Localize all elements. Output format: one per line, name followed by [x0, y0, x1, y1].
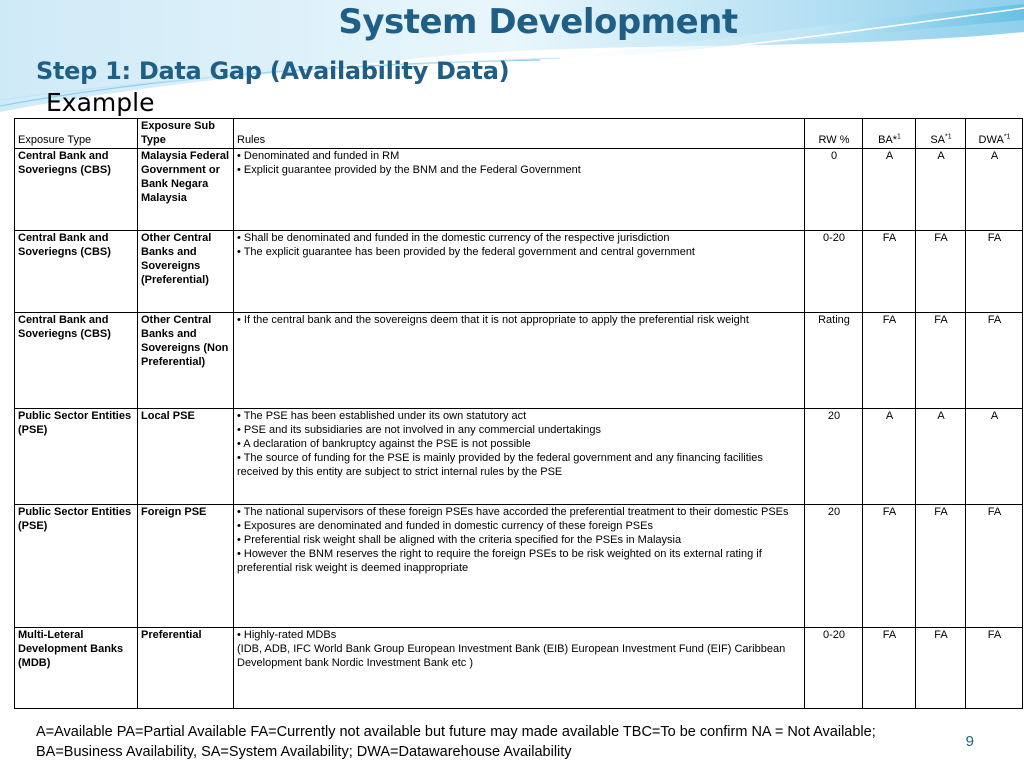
table-row	[15, 149, 1023, 231]
rule-line: • If the central bank and the sovereigns deem that it is not appropriate to apply the preferential risk weight	[237, 314, 749, 326]
cell-exposure-type: Multi-Leteral Development Banks (MDB)	[15, 628, 138, 709]
header-dwa-footnote: *1	[1003, 133, 1011, 141]
cell-exposure-type: Public Sector Entities (PSE)	[15, 409, 138, 505]
header-rw: RW %	[805, 119, 863, 149]
rule-line: • The national supervisors of these foreign PSEs have accorded the preferential treatment to their domestic PSEs	[237, 506, 789, 518]
rule-line: • PSE and its subsidiaries are not involved in any commercial undertakings	[237, 424, 601, 436]
rule-line: • Denominated and funded in RM	[237, 150, 400, 162]
table-row	[15, 409, 1023, 505]
cell-rw: 0	[805, 149, 863, 231]
header-sa	[916, 119, 966, 149]
cell-sub-type: Malaysia Federal Government or Bank Negara Malaysia	[138, 149, 234, 231]
header-exposure-sub-type: Exposure Sub Type	[138, 119, 234, 149]
data-gap-table	[14, 118, 1023, 709]
rule-line: • The explicit guarantee has been provided by the federal government and central government	[237, 246, 695, 258]
cell-exposure-type: Central Bank and Soveriegns (CBS)	[15, 149, 138, 231]
rule-line: • The PSE has been established under its own statutory act	[237, 410, 527, 422]
cell-sa: FA	[916, 505, 966, 628]
cell-sa: FA	[916, 231, 966, 313]
cell-sub-type: Other Central Banks and Sovereigns (Preferential)	[138, 231, 234, 313]
legend-footnote: A=Available PA=Partial Available FA=Currently not available but future may made available TBC=To be confirm NA = Not Available; BA=Business Availability, SA=System Availability; DWA=Datawarehouse Availability	[36, 724, 876, 760]
page-number: 9	[965, 733, 974, 750]
slide-title: System Development	[338, 2, 738, 42]
header-sa-footnote: *1	[945, 133, 952, 141]
cell-ba: FA	[863, 231, 916, 313]
rule-line: • The source of funding for the PSE is mainly provided by the federal government and any financing facilities received by this entity are subject to strict internal rules by the PSE	[237, 452, 763, 478]
header-ba	[863, 119, 916, 149]
cell-dwa: FA	[966, 231, 1023, 313]
rule-line: • Highly-rated MDBs	[237, 629, 337, 641]
rule-line: • Exposures are denominated and funded in domestic currency of these foreign PSEs	[237, 520, 653, 532]
cell-dwa: A	[966, 149, 1023, 231]
cell-sa: FA	[916, 628, 966, 709]
header-dwa	[966, 119, 1023, 149]
cell-sa: A	[916, 409, 966, 505]
cell-exposure-type: Central Bank and Soveriegns (CBS)	[15, 313, 138, 409]
header-ba-label: BA*	[878, 134, 898, 146]
cell-sub-type: Other Central Banks and Sovereigns (Non Preferential)	[138, 313, 234, 409]
cell-ba: A	[863, 149, 916, 231]
cell-exposure-type: Public Sector Entities (PSE)	[15, 505, 138, 628]
header-sa-label: SA	[930, 134, 946, 146]
cell-sa: A	[916, 149, 966, 231]
table-row	[15, 231, 1023, 313]
cell-exposure-type: Central Bank and Soveriegns (CBS)	[15, 231, 138, 313]
rule-line: • Explicit guarantee provided by the BNM and the Federal Government	[237, 164, 581, 176]
cell-rules	[234, 628, 805, 709]
table-header-row	[15, 119, 1023, 149]
cell-sub-type: Local PSE	[138, 409, 234, 505]
cell-sa: FA	[916, 313, 966, 409]
cell-sub-type: Preferential	[138, 628, 234, 709]
header-exposure-type: Exposure Type	[15, 119, 138, 149]
table-row	[15, 628, 1023, 709]
cell-rules	[234, 409, 805, 505]
header-rules: Rules	[234, 119, 805, 149]
table-row	[15, 313, 1023, 409]
rule-line: • A declaration of bankruptcy against the PSE is not possible	[237, 438, 531, 450]
rule-line: • However the BNM reserves the right to require the foreign PSEs to be risk weighted on its external rating if preferential risk weight is deemed inappropriate	[237, 548, 762, 574]
rule-line: • Preferential risk weight shall be aligned with the criteria specified for the PSEs in Malaysia	[237, 534, 682, 546]
cell-rules	[234, 505, 805, 628]
table-row	[15, 505, 1023, 628]
cell-ba: FA	[863, 505, 916, 628]
cell-rw: Rating	[805, 313, 863, 409]
cell-rw: 0-20	[805, 628, 863, 709]
cell-dwa: FA	[966, 505, 1023, 628]
cell-rules	[234, 231, 805, 313]
rule-line: • Shall be denominated and funded in the domestic currency of the respective jurisdiction	[237, 232, 670, 244]
cell-dwa: FA	[966, 313, 1023, 409]
slide-subtitle: Step 1: Data Gap (Availability Data)	[36, 57, 510, 85]
example-label: Example	[46, 88, 155, 117]
cell-rw: 20	[805, 409, 863, 505]
header-ba-footnote: 1	[897, 133, 901, 141]
cell-rw: 20	[805, 505, 863, 628]
cell-ba: FA	[863, 628, 916, 709]
cell-dwa: FA	[966, 628, 1023, 709]
rule-line: (IDB, ADB, IFC World Bank Group European Investment Bank (EIB) European Investment Fund (EIF) Caribbean Development bank Nordic Investment Bank etc )	[237, 643, 786, 669]
cell-rules	[234, 149, 805, 231]
header-dwa-label: DWA	[978, 134, 1004, 146]
cell-rules	[234, 313, 805, 409]
cell-dwa: A	[966, 409, 1023, 505]
cell-ba: FA	[863, 313, 916, 409]
cell-sub-type: Foreign PSE	[138, 505, 234, 628]
cell-ba: A	[863, 409, 916, 505]
cell-rw: 0-20	[805, 231, 863, 313]
